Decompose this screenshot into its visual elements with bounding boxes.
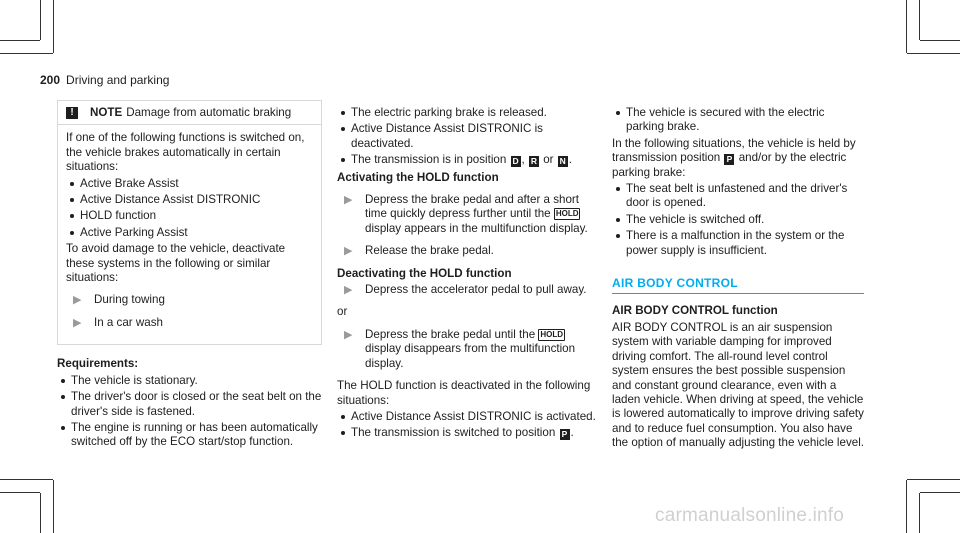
note-header	[58, 101, 321, 125]
text: Depress the brake pedal until the	[365, 327, 539, 341]
crop-mark	[0, 492, 40, 493]
note-title: Damage from automatic braking	[126, 106, 292, 119]
watermark: carmanualsonline.info	[655, 505, 845, 526]
function-text: AIR BODY CONTROL is an air suspension system with variable damping for improved driving comfort. The all-round level control system ensures the best possible suspension and constant ground clearance, even with a laden vehicle. When driving at speed, the vehicle is lowered automatically to improve driving safety and to reduce fuel consumption. You also have the option of manually adjusting the vehicle level.	[612, 320, 864, 450]
list-item: Active Parking Assist	[66, 226, 313, 240]
crop-mark	[0, 479, 53, 480]
text: .	[570, 426, 574, 440]
crop-mark	[53, 480, 54, 533]
list-item: Active Brake Assist	[66, 177, 313, 191]
crop-mark	[906, 480, 907, 533]
activating-step	[337, 244, 602, 258]
list-item: The electric parking brake is released.	[337, 106, 602, 120]
hold-key-icon: HOLD	[555, 209, 579, 219]
crop-mark	[53, 0, 54, 53]
deactivating-step	[337, 328, 602, 371]
step-text	[365, 328, 602, 371]
held-text	[612, 137, 864, 180]
activating-heading: Activating the HOLD function	[337, 170, 499, 184]
crop-mark	[919, 493, 920, 533]
gear-p-symbol: P	[724, 154, 734, 165]
gear-r-symbol: R	[530, 156, 538, 167]
arrow-right-icon: ▶	[344, 194, 353, 207]
crop-mark	[40, 0, 41, 40]
crop-mark	[907, 479, 960, 480]
gear-p-symbol: P	[560, 429, 570, 440]
list-item: Active Distance Assist DISTRONIC is deactivated.	[337, 122, 602, 151]
warning-icon: !	[66, 107, 78, 119]
arrow-right-icon: ▶	[344, 328, 353, 341]
column-right	[612, 104, 864, 451]
auto-deactivated-text: The HOLD function is deactivated in the following situations:	[337, 379, 591, 407]
list-item: The vehicle is secured with the electric parking brake.	[612, 106, 864, 135]
crop-mark	[919, 0, 920, 40]
page-number: 200	[40, 73, 61, 87]
page-header	[40, 73, 169, 88]
function-heading: AIR BODY CONTROL function	[612, 304, 778, 318]
chapter-title: Driving and parking	[66, 73, 170, 87]
note-intro: If one of the following functions is switched on, the vehicle brakes automatically in certain situations:	[66, 131, 305, 174]
section-title: AIR BODY CONTROL	[612, 276, 864, 294]
note-functions-list	[66, 177, 313, 241]
requirements-heading: Requirements:	[57, 357, 139, 371]
gear-d-symbol: D	[512, 156, 519, 167]
text: or	[539, 153, 557, 167]
arrow-right-icon: ▶	[344, 284, 353, 297]
text: and/or by the electric parking brake:	[612, 151, 847, 179]
held-list	[612, 182, 864, 258]
arrow-right-icon: ▶	[73, 316, 82, 329]
secured-list	[612, 106, 864, 135]
column-left	[57, 100, 322, 452]
list-item	[337, 153, 602, 167]
step-text: In a car wash	[94, 315, 163, 329]
note-step	[66, 316, 313, 330]
deactivating-step	[337, 283, 602, 297]
or-text: or	[337, 305, 348, 319]
activating-step	[337, 193, 602, 236]
list-item	[337, 426, 602, 440]
step-text: During towing	[94, 293, 165, 307]
list-item: HOLD function	[66, 209, 313, 223]
list-item: Active Distance Assist DISTRONIC is activated.	[337, 410, 602, 424]
list-item: The vehicle is stationary.	[57, 374, 322, 388]
note-body	[58, 125, 321, 344]
note-box	[57, 100, 322, 345]
step-text	[365, 193, 602, 236]
crop-mark	[0, 40, 40, 41]
text: display appears in the multifunction display.	[365, 221, 588, 235]
crop-mark	[906, 0, 907, 53]
text: The transmission is switched to position	[351, 426, 559, 440]
step-text: Release the brake pedal.	[365, 244, 494, 258]
text: In the following situations, the vehicle is held by transmission position	[612, 136, 856, 165]
step-text: Depress the accelerator pedal to pull away.	[365, 283, 587, 297]
crop-mark	[40, 493, 41, 533]
column-middle	[337, 104, 602, 443]
text: display disappears from the multifunction display.	[365, 342, 576, 370]
list-item: The seat belt is unfastened and the driver's door is opened.	[612, 182, 864, 211]
list-item: There is a malfunction in the system or the power supply is insufficient.	[612, 229, 864, 258]
note-step	[66, 293, 313, 307]
note-label: NOTE	[90, 106, 123, 119]
deactivating-heading: Deactivating the HOLD function	[337, 266, 512, 280]
crop-mark	[0, 53, 53, 54]
requirements-list	[57, 374, 322, 450]
note-avoid: To avoid damage to the vehicle, deactivate these systems in the following or similar situations:	[66, 242, 286, 285]
crop-mark	[920, 40, 960, 41]
text: The transmission is in position	[351, 153, 510, 167]
auto-deactivated-list	[337, 410, 602, 441]
list-item: Active Distance Assist DISTRONIC	[66, 193, 313, 207]
gear-n-symbol: N	[559, 156, 566, 167]
arrow-right-icon: ▶	[344, 245, 353, 258]
text: Depress the brake pedal and after a short time quickly depress further until the	[365, 193, 579, 221]
crop-mark	[920, 492, 960, 493]
arrow-right-icon: ▶	[73, 294, 82, 307]
list-item: The driver's door is closed or the seat belt on the driver's side is fastened.	[57, 390, 322, 419]
hold-key-icon: HOLD	[540, 329, 564, 339]
text: .	[568, 153, 572, 167]
list-item: The vehicle is switched off.	[612, 213, 864, 227]
conditions-list	[337, 106, 602, 168]
text: ,	[521, 153, 528, 167]
crop-mark	[907, 53, 960, 54]
list-item: The engine is running or has been automatically switched off by the ECO start/stop function.	[57, 421, 322, 450]
